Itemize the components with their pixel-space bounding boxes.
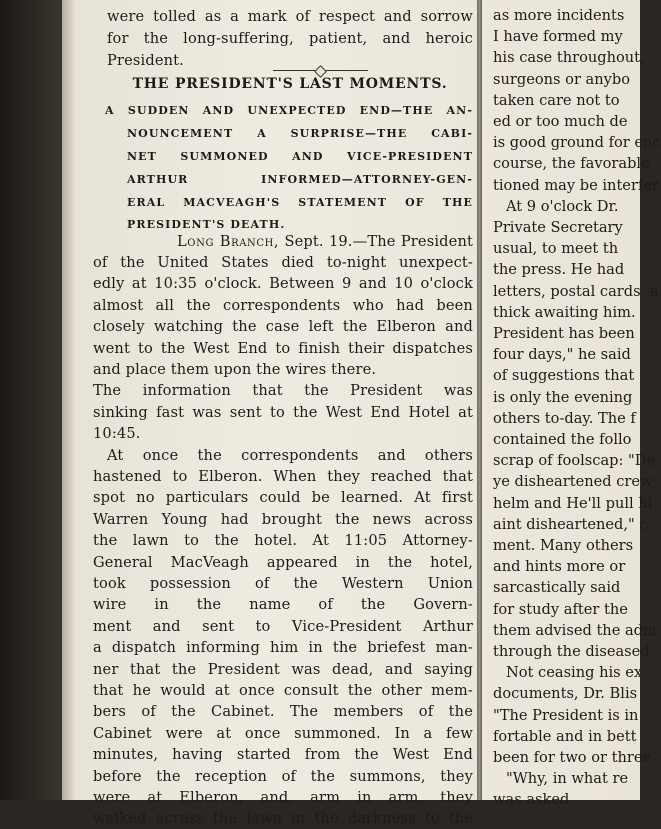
right-column-line: been for two or three [493,749,652,766]
deck-line: ARTHUR INFORMED—ATTORNEY-GEN- [127,173,473,186]
right-column-line: ment. Many others [493,537,634,554]
body-line: sinking fast was sent to the West End Hotel at [93,403,473,421]
right-column-line: thick awaiting him. [493,303,636,321]
right-column-line: ye disheartened crew [493,473,653,491]
body-line: At once the correspondents and others [107,446,473,464]
body-line: General MacVeagh appeared in the hotel, [93,553,473,571]
body-line: almost all the correspondents who had been [93,296,473,314]
right-column-line: scrap of foolscap: "De [493,452,656,470]
intro-line: President. [107,52,184,69]
right-column-line: surgeons or anybo [493,70,631,88]
right-column-line: I have formed my [493,28,623,46]
body-line: and place them upon the wires there. [93,361,377,378]
scan-background [0,0,62,800]
body-line: ment and sent to Vice-President Arthur [93,617,473,635]
right-column-line: the press. He had [493,261,625,279]
right-column-line: usual, to meet th [493,240,619,258]
body-line: edly at 10:35 o'clock. Between 9 and 10 o'clock [93,275,473,293]
main-column [93,0,474,828]
body-line: hastened to Elberon. When they reached that [93,468,473,485]
right-column-line: "Why, in what re [506,770,629,788]
right-column-line: Private Secretary [493,219,623,236]
body-line: took possession of the Western Union [93,575,473,592]
body-line: walked across the lawn in the darkness to the [93,810,473,828]
body-line: a dispatch informing him in the briefest man- [93,639,473,657]
body-line: bers of the Cabinet. The members of the [93,703,473,721]
right-column [490,0,661,809]
right-column-line: of suggestions that [493,367,635,385]
section-divider [273,70,368,71]
body-line: ner that the President was dead, and saying [93,660,473,678]
page-fold-shadow [62,0,76,800]
right-column-line: was asked. [493,791,574,809]
right-column-line: sarcastically said [493,579,621,597]
right-column-line: tioned may be interfer [493,176,659,194]
body-line: The information that the President was [93,382,473,400]
right-column-line: is good ground for enc [493,134,661,152]
column-rule [477,0,482,800]
body-line: before the reception of the summons, they [93,767,473,785]
headline: THE PRESIDENT'S LAST MOMENTS. [132,76,448,92]
right-column-line: others to-day. The f [493,409,636,427]
right-column-line: letters, postal cards, a [493,282,659,300]
body-line: closely watching the case left the Elberon and [93,318,473,336]
deck-line: A SUDDEN AND UNEXPECTED END—THE AN- [105,104,473,117]
body-line: went to the West End to finish their dispatches [93,339,473,357]
first-line-rest: Sept. 19.—The President [279,233,474,250]
right-column-line: fortable and in bett [493,727,637,745]
right-column-line: Not ceasing his ex [506,664,643,682]
deck-line: ERAL MACVEAGH'S STATEMENT OF THE [127,196,473,209]
right-column-line: them advised the adm [493,621,657,639]
body-line: wire in the name of the Govern- [93,596,473,614]
body-line: Warren Young had brought the news across [93,510,473,528]
right-column-line: four days," he said [493,346,631,364]
right-column-line: taken care not to [493,91,620,109]
body-line: 10:45. [93,425,141,443]
body-line: of the United States died to-night unexpect- [93,254,473,271]
body-line: that he would at once consult the other mem- [93,682,473,699]
right-column-line: is only the evening [493,388,633,406]
dateline: Long Branch, [177,233,280,250]
right-column-line: contained the follo [493,431,632,448]
body-line: spot no particulars could be learned. At first [93,489,473,507]
body-line: minutes, having started from the West End [93,746,473,764]
first-body-line [177,232,473,252]
right-column-line: aint disheartened," c [493,515,648,533]
body-line: were at Elberon, and, arm in arm, they [93,789,473,806]
right-column-line: as more incidents [493,7,625,24]
right-column-line: and hints more or [493,558,626,576]
right-column-line: documents, Dr. Blis [493,685,638,703]
intro-line: for the long-suffering, patient, and heroic [107,30,473,47]
right-column-line: ed or too much de [493,113,628,130]
deck-line: NET SUMMONED AND VICE-PRESIDENT [127,150,473,163]
right-column-line: for study after the [493,600,628,618]
deck-line: NOUNCEMENT A SURPRISE—THE CABI- [127,127,473,140]
deck-line: PRESIDENT'S DEATH. [127,218,286,231]
body-line: Cabinet were at once summoned. In a few [93,724,473,742]
right-column-line: through the diseased [493,643,650,660]
right-column-line: helm and He'll pull hi [493,494,653,512]
right-column-line: President has been [493,325,635,342]
right-column-line: his case throughout, [493,49,645,67]
body-line: the lawn to the hotel. At 11:05 Attorney- [93,532,473,550]
right-column-line: course, the favorable [493,155,650,173]
intro-line: were tolled as a mark of respect and sorrow [107,8,473,25]
right-column-line: At 9 o'clock Dr. [506,197,619,215]
right-column-line: "The President is in [493,706,639,724]
